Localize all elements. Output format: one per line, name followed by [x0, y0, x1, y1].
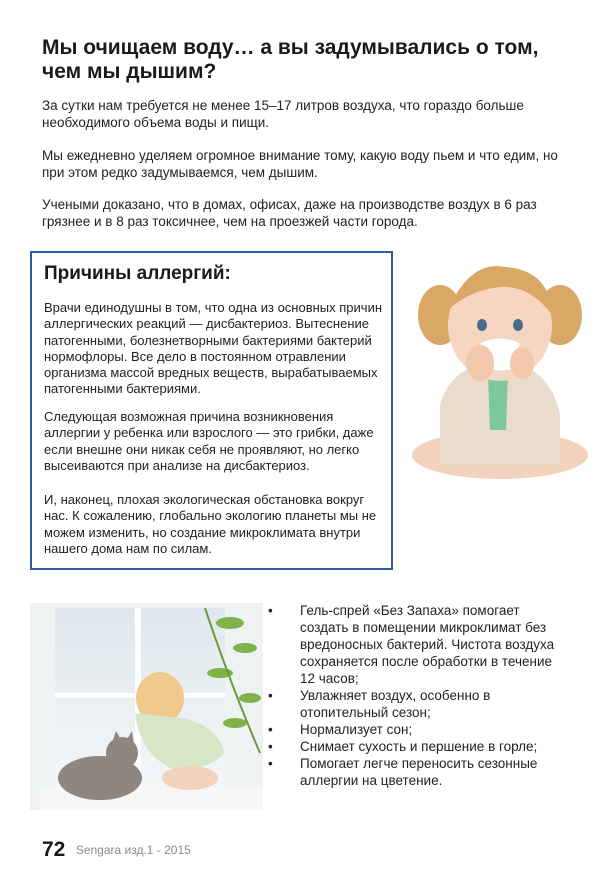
- allergy-paragraph-1: Врачи единодушны в том, что одна из основных причин аллергических реакций — дисбактериоз. Вытеснение патогенными, болезнетворными бактериями бактерий нормофлоры. Все дело в постоянном отравлении организма массой вредных веществ, вырабатываемых патогенными бактериями.: [44, 300, 383, 397]
- feature-item: • Помогает легче переносить сезонные аллергии на цветение.: [268, 755, 568, 789]
- edition-label: Sengara изд.1 - 2015: [75, 843, 191, 857]
- page-number: 72: [42, 838, 66, 861]
- allergy-paragraph-3: И, наконец, плохая экологическая обстановка вокруг нас. К сожалению, глобально экологию планеты мы не можем изменить, но создание микроклимата внутри нашего дома нам по силам.: [44, 492, 377, 556]
- allergy-paragraph-2: Следующая возможная причина возникновения аллергии у ребенка или взрослого — это грибки, даже если внешне они никак себя не проявляют, но легко высеиваются при анализе на дисбактериоз.: [44, 409, 374, 473]
- product-features-list: [268, 602, 568, 789]
- feature-item: • Снимает сухость и першение в горле;: [268, 738, 568, 755]
- feature-item: • Нормализует сон;: [268, 721, 568, 738]
- page-footer: [42, 838, 191, 862]
- child-and-cat-window-image: [30, 603, 263, 810]
- girl-with-tissue-image: [410, 255, 590, 483]
- allergy-causes-box: [30, 251, 393, 570]
- intro-paragraph-1: За сутки нам требуется не менее 15–17 литров воздуха, что гораздо больше необходимого объема воды и пищи.: [42, 98, 524, 130]
- feature-item: • Увлажняет воздух, особенно в отопительный сезон;: [268, 687, 568, 721]
- allergy-box-title: Причины аллергий:: [44, 263, 231, 284]
- page-title: Мы очищаем воду… а вы задумывались о том, чем мы дышим?: [42, 36, 539, 83]
- intro-paragraph-3: Учеными доказано, что в домах, офисах, даже на производстве воздух в 6 раз грязнее и в 8 раз токсичнее, чем на проезжей части города.: [42, 197, 537, 229]
- feature-item: • Гель-спрей «Без Запаха» помогает создать в помещении микроклимат без вредоносных бактерий. Чистота воздуха сохраняется после обработки в течение 12 часов;: [268, 602, 568, 687]
- intro-paragraph-2: Мы ежедневно уделяем огромное внимание тому, какую воду пьем и что едим, но при этом редко задумываемся, чем дышим.: [42, 148, 558, 180]
